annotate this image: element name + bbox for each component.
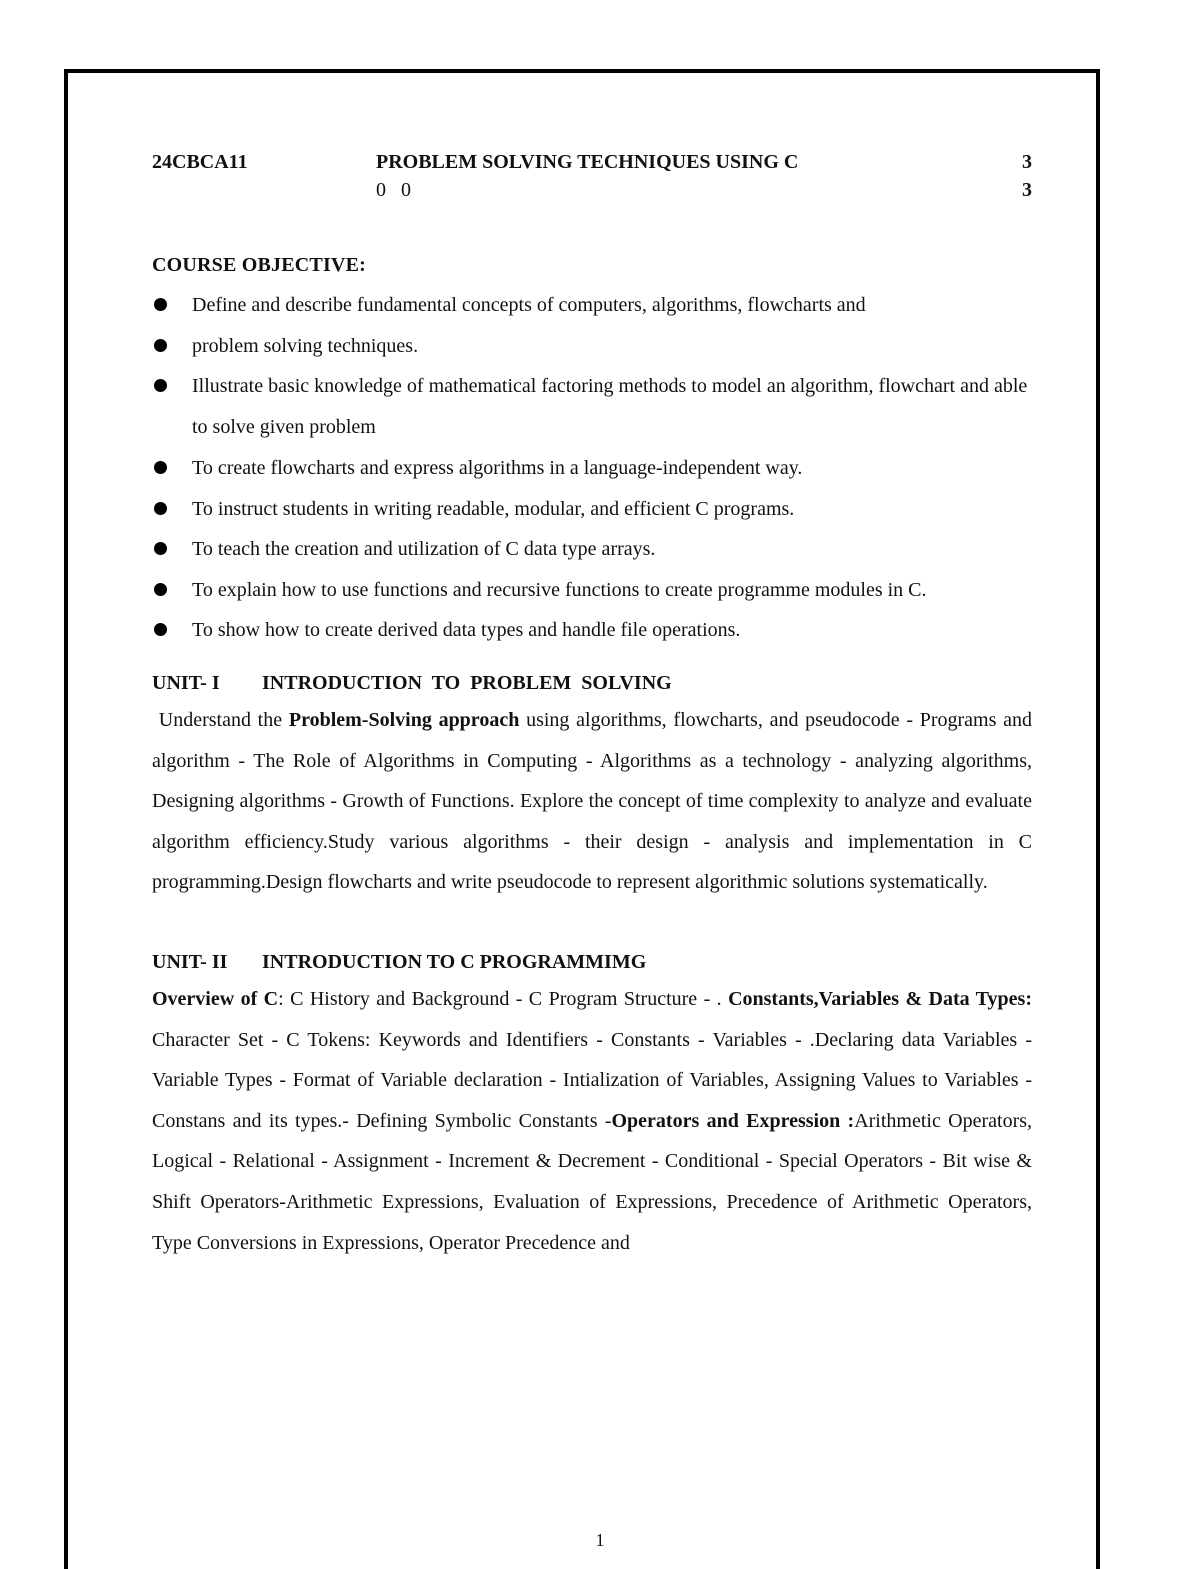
unit-2-title: INTRODUCTION TO C PROGRAMMIMG — [262, 950, 647, 973]
unit-2-heading — [152, 945, 1032, 979]
bullet-icon — [154, 623, 167, 636]
ltp-values: 0 0 — [376, 179, 411, 201]
list-item: To create flowcharts and express algorithms in a language-independent way. — [152, 448, 1032, 489]
document-body — [152, 148, 1032, 1263]
unit-2-description: Overview of C: C History and Background - C Program Structure - . Constants,Variables & Data Types: Character Set - C Tokens: Keywords and Identifiers - Constants - Variables - .Declaring data Variables - Variable Types - Format of Variable declaration - Intialization of Variables, Assigning Values to Variables - Constans and its types.- Defining Symbolic Constants -Operators and Expression :Arithmetic Operators, Logical - Relational - Assignment - Increment & Decrement - Conditional - Special Operators - Bit wise & Shift Operators-Arithmetic Expressions, Evaluation of Expressions, Precedence of Arithmetic Operators, Type Conversions in Expressions, Operator Precedence and — [152, 987, 1033, 1254]
list-item: To show how to create derived data types and handle file operations. — [152, 610, 1032, 651]
list-item: To teach the creation and utilization of C data type arrays. — [152, 529, 1032, 570]
credits-value-1: 3 — [1022, 151, 1032, 173]
course-header-row-1 — [152, 148, 1032, 176]
list-item: To explain how to use functions and recursive functions to create programme modules in C. — [152, 570, 1032, 610]
bullet-icon — [154, 542, 167, 555]
bullet-icon — [154, 339, 167, 352]
course-title: PROBLEM SOLVING TECHNIQUES USING C — [376, 151, 799, 173]
unit-1-title: INTRODUCTION TO PROBLEM SOLVING — [262, 672, 672, 694]
bullet-icon — [154, 298, 167, 311]
page-number: 1 — [595, 1530, 605, 1550]
unit-1-description: Understand the Problem-Solving approach using algorithms, flowcharts, and pseudocode - Programs and algorithm - The Role of Algorithms in Computing - Algorithms as a technology - analyzing algorithms, Designing algorithms - Growth of Functions. Explore the concept of time complexity to analyze and evaluate algorithm efficiency.Study various algorithms - their design - analysis and implementation in C programming.Design flowcharts and write pseudocode to represent algorithmic solutions systematically. — [152, 709, 1033, 894]
bullet-icon — [154, 583, 167, 596]
list-item: To instruct students in writing readable, modular, and efficient C programs. — [152, 489, 1032, 530]
unit-1-heading — [152, 666, 1032, 700]
bullet-icon — [154, 379, 167, 392]
course-objective-heading: COURSE OBJECTIVE: — [152, 254, 366, 276]
credits-value-2: 3 — [1022, 179, 1032, 201]
list-item: Illustrate basic knowledge of mathematical factoring methods to model an algorithm, flowchart and able to solve given problem — [152, 366, 1032, 448]
unit-1-label: UNIT- I — [152, 672, 220, 694]
course-header-row-2 — [152, 176, 1032, 204]
list-item: problem solving techniques. — [152, 326, 1032, 367]
list-item: Define and describe fundamental concepts of computers, algorithms, flowcharts and — [152, 285, 1032, 326]
bullet-icon — [154, 502, 167, 515]
course-code: 24CBCA11 — [152, 151, 248, 173]
bullet-icon — [154, 461, 167, 474]
objectives-list — [152, 285, 1032, 650]
unit-2-label: UNIT- II — [152, 950, 228, 973]
